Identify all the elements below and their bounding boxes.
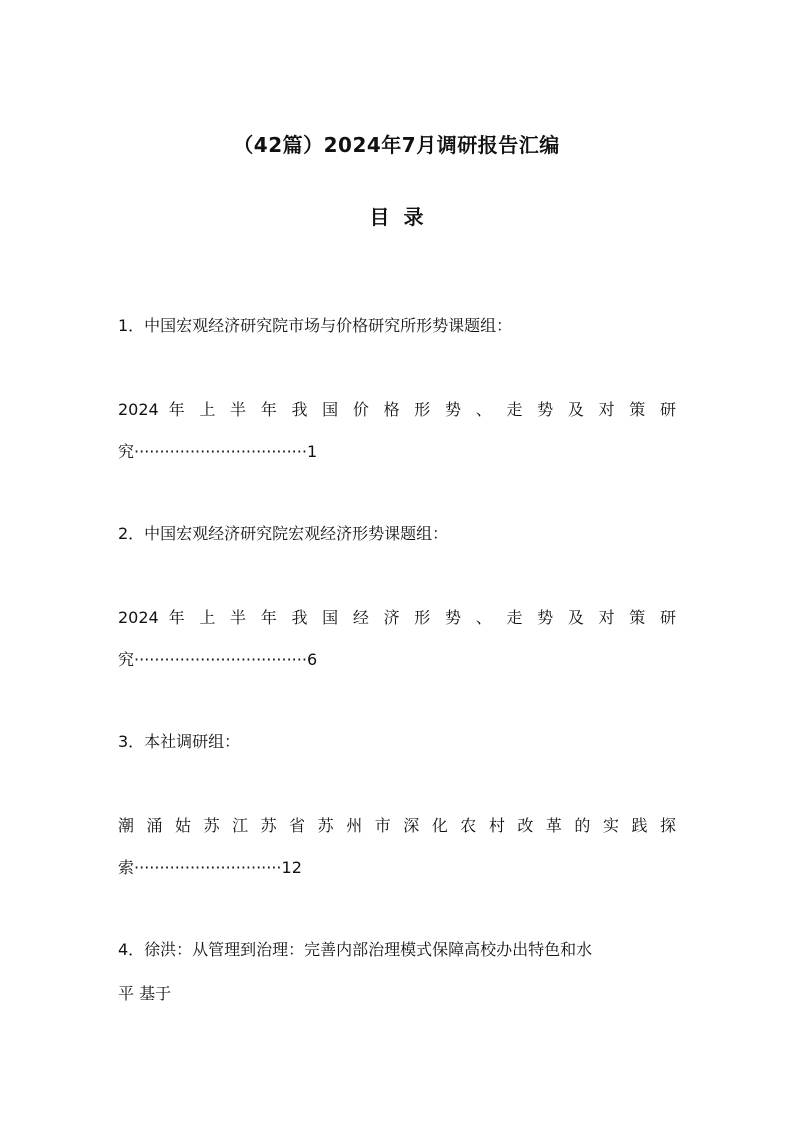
toc-entry-2-title-tail: 究	[118, 650, 135, 669]
toc-entry-1-author: 1．中国宏观经济研究院市场与价格研究所形势课题组：	[118, 316, 513, 335]
toc-entry-2-title-line2	[118, 639, 676, 681]
toc-entry-2-page-number: 6	[306, 650, 318, 669]
toc-entry-2-title-line1: 2024 年 上 半 年 我 国 经 济 形 势 、 走 势 及 对 策 研	[118, 608, 676, 627]
toc-entry-1-page-number: 1	[306, 442, 318, 461]
toc-heading: 目录	[369, 205, 438, 229]
toc-entry-3-title-line1: 潮 涌 姑 苏 江 苏 省 苏 州 市 深 化 农 村 改 革 的 实 践 探	[118, 816, 676, 835]
toc-entry-1-leader-dots: ··································	[134, 442, 307, 461]
toc-entry-2-leader-dots: ··································	[134, 650, 307, 669]
toc-entry-3-author: 3．本社调研组：	[118, 732, 241, 751]
toc-entry-3-leader-dots: ·····························	[134, 858, 282, 877]
toc-entry-3-page-number: 12	[281, 858, 302, 877]
toc-entry-1-title-line2	[118, 431, 676, 473]
toc-entry-1-title-tail: 究	[118, 442, 135, 461]
toc-entry-1-title-line1: 2024 年 上 半 年 我 国 价 格 形 势 、 走 势 及 对 策 研	[118, 400, 676, 419]
toc-entry-3[interactable]	[118, 805, 676, 889]
toc-entry-2-author: 2．中国宏观经济研究院宏观经济形势课题组：	[118, 524, 449, 543]
toc-entry-3-title-tail: 索	[118, 858, 135, 877]
document-title: （42篇）2024年7月调研报告汇编	[233, 133, 560, 157]
toc-entry-3-title-line2	[118, 847, 676, 889]
toc-entry-2[interactable]	[118, 597, 676, 681]
toc-entry-1[interactable]	[118, 389, 676, 473]
toc-entry-4-author: 4．徐洪：从管理到治理：完善内部治理模式保障高校办出特色和水	[118, 940, 593, 959]
toc-entry-4-author-line2: 平 基于	[118, 984, 172, 1003]
